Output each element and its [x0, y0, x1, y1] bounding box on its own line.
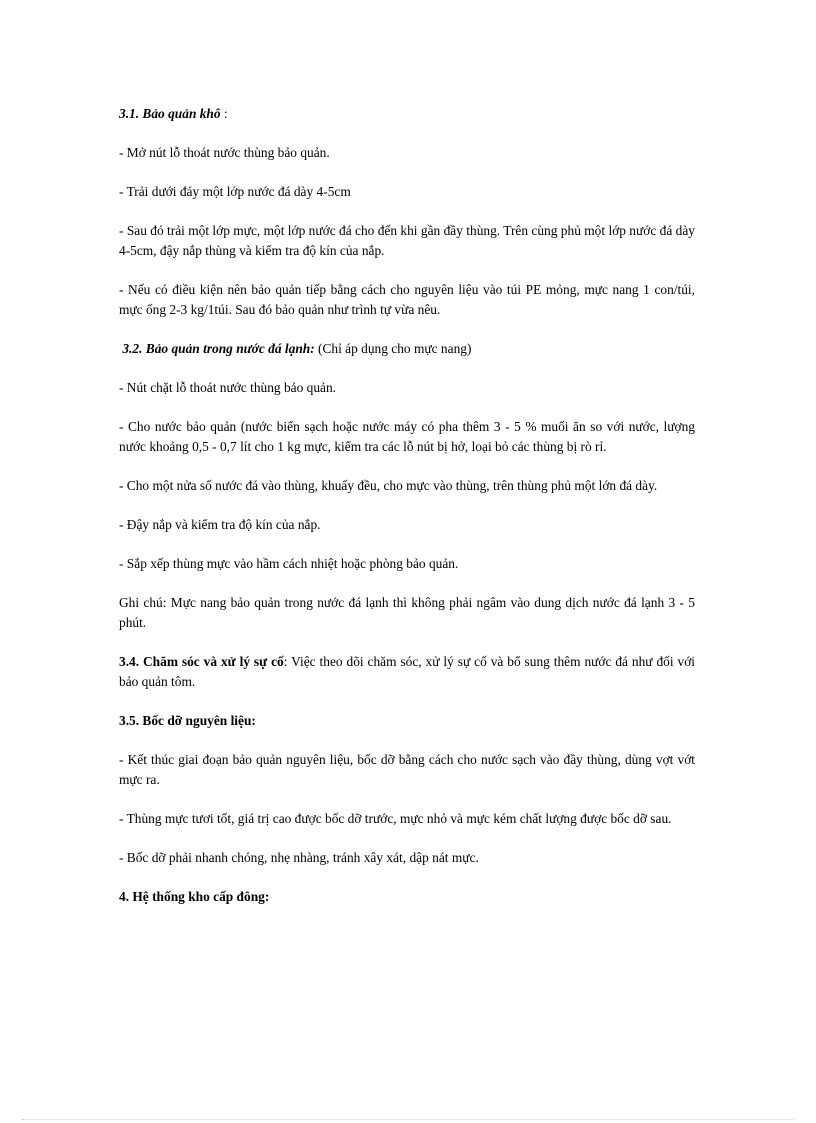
paragraph-3-2-item: - Đậy nắp và kiểm tra độ kín của nắp. — [119, 517, 321, 532]
paragraph-3-2-note: Ghi chú: Mực nang bảo quản trong nước đá lạnh thì không phải ngâm vào dung dịch nước đá lạnh 3 - 5 phút. — [119, 595, 695, 630]
paragraph-3-2-item: - Sắp xếp thùng mực vào hầm cách nhiệt hoặc phòng bảo quản. — [119, 556, 459, 571]
section-heading-3-2 — [119, 339, 695, 359]
paragraph-3-5-item: - Bốc dỡ phải nhanh chóng, nhẹ nhàng, tránh xây xát, dập nát mực. — [119, 850, 479, 865]
paragraph-3-5-item: - Kết thúc giai đoạn bảo quản nguyên liệu, bốc dỡ bằng cách cho nước sạch vào đầy thùng, dùng vợt vớt mực ra. — [119, 752, 695, 787]
page-bottom-divider — [22, 1119, 794, 1120]
paragraph-3-1-item: - Nếu có điều kiện nên bảo quản tiếp bằng cách cho nguyên liệu vào túi PE mỏng, mực nang 1 con/túi, mực ống 2-3 kg/1túi. Sau đó bảo quản như trình tự vừa nêu. — [119, 282, 695, 317]
document-body — [119, 104, 695, 907]
paragraph-3-1-item: - Sau đó trải một lớp mực, một lớp nước đá cho đến khi gần đầy thùng. Trên cùng phủ một lớp nước đá dày 4-5cm, đậy nắp thùng và kiểm tra độ kín của nắp. — [119, 223, 695, 258]
heading-3-1-title: 3.1. Bảo quản khô — [119, 106, 221, 121]
paragraph-3-1-item: - Mở nút lỗ thoát nước thùng bảo quản. — [119, 145, 330, 160]
heading-3-2-suffix: (Chỉ áp dụng cho mực nang) — [314, 341, 472, 356]
paragraph-3-2-item: - Cho một nửa số nước đá vào thùng, khuấy đều, cho mực vào thùng, trên thùng phủ một lớn đá dày. — [119, 478, 658, 493]
heading-3-4-title: 3.4. Chăm sóc và xử lý sự cố — [119, 654, 284, 669]
paragraph-3-5-item: - Thùng mực tươi tốt, giá trị cao được bốc dỡ trước, mực nhỏ và mực kém chất lượng được bốc dỡ sau. — [119, 811, 672, 826]
heading-3-2-title: 3.2. Bảo quản trong nước đá lạnh: — [122, 341, 315, 356]
section-3-4 — [119, 652, 695, 692]
paragraph-3-4-text: : Việc theo dõi chăm sóc, xử lý sự cố và bổ sung thêm nước đá như đối với bảo quản tôm. — [119, 654, 695, 689]
section-heading-4: 4. Hệ thống kho cấp đông: — [119, 889, 270, 904]
paragraph-3-2-item: - Cho nước bảo quản (nước biển sạch hoặc nước máy có pha thêm 3 - 5 % muối ăn so với nước, lượng nước khoảng 0,5 - 0,7 lít cho 1 kg mực, kiểm tra các lỗ nút bị hở, loại bỏ các thùng bị rò rỉ. — [119, 419, 695, 454]
paragraph-3-1-item: - Trải dưới đáy một lớp nước đá dày 4-5cm — [119, 184, 351, 199]
section-heading-3-5: 3.5. Bốc dỡ nguyên liệu: — [119, 713, 256, 728]
section-heading-3-1 — [119, 104, 695, 124]
paragraph-3-2-item: - Nút chặt lỗ thoát nước thùng bảo quản. — [119, 380, 337, 395]
heading-3-1-suffix: : — [220, 106, 228, 121]
